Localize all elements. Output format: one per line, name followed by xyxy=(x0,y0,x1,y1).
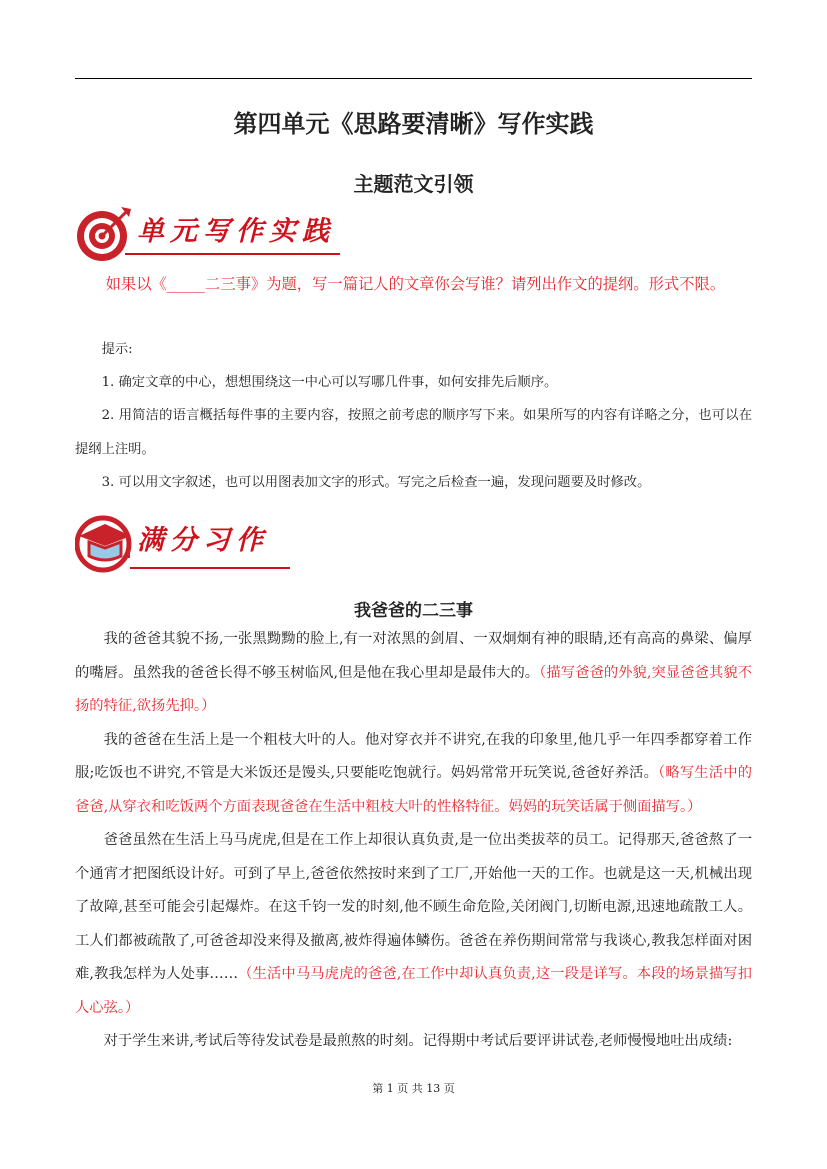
essay-title: 我爸爸的二三事 xyxy=(354,601,473,621)
banner-label: 满分习作 xyxy=(137,525,269,556)
banner-underline xyxy=(125,253,340,255)
paragraph-text: 对于学生来讲,考试后等待发试卷是最煎熬的时刻。记得期中考试后要评讲试卷,老师慢慢地吐出成绩: xyxy=(103,1033,733,1049)
page-subtitle: 主题范文引领 xyxy=(353,172,474,196)
section-banner-model-essay xyxy=(75,512,295,572)
hints xyxy=(75,333,752,499)
hint-item: 2. 用简洁的语言概括每件事的主要内容，按照之前考虑的顺序写下来。如果所写的内容有详略之分，也可以在提纲上注明。 xyxy=(75,408,752,457)
banner-underline xyxy=(130,567,290,569)
annotation: （略写生活中的爸爸,从穿衣和吃饭两个方面表现爸爸在生活中粗枝大叶的性格特征。妈妈的玩笑话属于侧面描写。） xyxy=(75,765,752,815)
hint-item: 3. 可以用文字叙述，也可以用图表加文字的形式。写完之后检查一遍，发现问题要及时修改。 xyxy=(101,474,651,490)
graduation-cap-icon xyxy=(75,512,137,574)
writing-prompt xyxy=(75,268,752,301)
hint-item: 1. 确定文章的中心，想想围绕这一中心可以写哪几件事，如何安排先后顺序。 xyxy=(101,375,558,391)
hints-label: 提示: xyxy=(101,342,133,357)
paragraph-text: 我的爸爸其貌不扬,一张黑黝黝的脸上,有一对浓黑的剑眉、一双炯炯有神的眼睛,还有高高的鼻梁、偏厚的嘴唇。虽然我的爸爸长得不够玉树临风,但是他在我心里却是最伟大的。 xyxy=(75,631,752,681)
page-title: 第四单元《思路要清晰》写作实践 xyxy=(233,110,594,138)
page-footer: 第 1 页 共 13 页 xyxy=(372,1082,455,1095)
header-rule xyxy=(75,78,752,79)
annotation: （描写爸爸的外貌,突显爸爸其貌不扬的特征,欲扬先抑。） xyxy=(75,664,752,714)
annotation: （生活中马马虎虎的爸爸,在工作中却认真负责,这一段是详写。本段的场景描写扣人心弦。） xyxy=(75,966,752,1016)
essay-paragraph xyxy=(75,824,752,1025)
essay-paragraph xyxy=(75,1025,752,1059)
essay-paragraph xyxy=(75,623,752,724)
essay-paragraph xyxy=(75,724,752,825)
banner-label: 单元写作实践 xyxy=(137,216,335,247)
essay-body xyxy=(75,623,752,1059)
section-banner-practice xyxy=(75,203,345,263)
paragraph-text: 爸爸虽然在生活上马马虎虎,但是在工作上却很认真负责,是一位出类拔萃的员工。记得那天,爸爸熬了一个通宵才把图纸设计好。可到了早上,爸爸依然按时来到了工厂,开始他一天的工作。也就是这一天,机械出现了故障,甚至可能会引起爆炸。在这千钧一发的时刻,他不顾生命危险,关闭阀门,切断电源,迅速地疏散工人。工人们都被疏散了,可爸爸却没来得及撤离,被炸得遍体鳞伤。爸爸在养伤期间常常与我谈心,教我怎样面对困难,教我怎样为人处事…… xyxy=(75,832,752,982)
paragraph-text: 我的爸爸在生活上是一个粗枝大叶的人。他对穿衣并不讲究,在我的印象里,他几乎一年四季都穿着工作服;吃饭也不讲究,不管是大米饭还是馒头,只要能吃饱就行。妈妈常常开玩笑说,爸爸好养活。 xyxy=(75,731,752,781)
prompt-text: 如果以《_____二三事》为题，写一篇记人的文章你会写谁？请列出作文的提纲。形式不限。 xyxy=(105,275,726,293)
